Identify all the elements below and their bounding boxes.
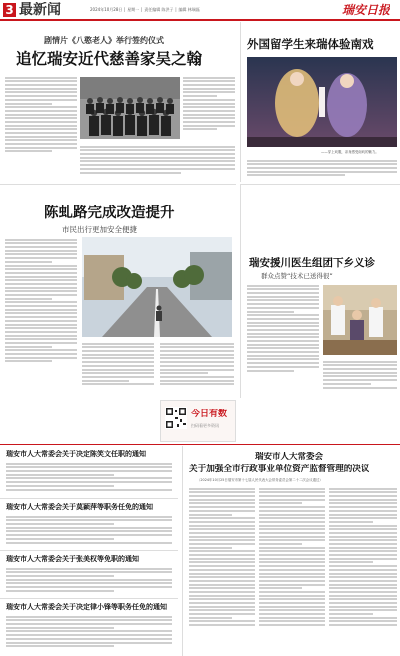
date-line: 2024年10月28日 │ 星期一 │ 责任编辑 陈洪子 │ 编辑 林瑞磊 — [90, 7, 200, 12]
notice-1 — [0, 446, 178, 498]
article-body — [247, 158, 397, 182]
notice-body — [6, 461, 172, 496]
notice-body — [6, 514, 172, 549]
article-body-right — [183, 75, 235, 141]
resolution-issuer: 瑞安市人大常委会 — [255, 452, 324, 462]
notice-4 — [0, 598, 178, 656]
notice-body — [6, 566, 172, 597]
opera-photo — [247, 57, 397, 147]
notice-title: 瑞安市人大常委会关于张美权等免职的通知 — [6, 555, 139, 563]
page-number-badge: 3 — [3, 3, 16, 17]
promo-label: 今日有数 — [191, 409, 228, 419]
article-body-lower-right — [160, 341, 234, 397]
street-photo — [82, 237, 232, 337]
article-kicker: 剧情片《八憨老人》举行签约仪式 — [44, 36, 164, 45]
masthead-rule — [0, 19, 400, 21]
article-headline: 陈虬路完成改造提升 — [44, 205, 175, 221]
article-wu-zhihan — [0, 22, 236, 182]
article-body-lower — [80, 144, 235, 180]
bottom-band-rule — [0, 444, 400, 445]
notice-title: 瑞安市人大常委会关于决定律小锋等职务任免的通知 — [6, 603, 167, 611]
article-body — [247, 283, 319, 395]
article-headline: 瑞安援川医生组团下乡义诊 — [249, 257, 375, 269]
article-body-right — [323, 359, 397, 395]
article-students-nanxi — [240, 22, 400, 182]
resolution-body-col1 — [189, 486, 255, 654]
resolution-note: （2024年10月25日瑞安市第十七届人民代表大会常务委员会第二十二次会议通过） — [197, 478, 323, 482]
notice-body — [6, 614, 172, 654]
article-headline: 追忆瑞安近代慈善家吴之翰 — [16, 50, 203, 68]
resolution-title: 关于加强全市行政事业单位资产监督管理的决议 — [189, 464, 370, 474]
notice-title: 瑞安市人大常委会关于莫颖萍等职务任免的通知 — [6, 503, 153, 511]
article-subhead: 群众点赞“技术已送得很” — [261, 272, 333, 280]
article-chenqiu-road — [0, 184, 236, 398]
qr-code-icon — [165, 407, 187, 429]
photo-caption: ——穿上戏服，亲身感受南戏的魅力。 — [321, 150, 379, 154]
article-body — [5, 237, 77, 397]
masthead-logo: 瑞安日报 — [342, 3, 391, 17]
clinic-photo — [323, 285, 397, 355]
article-subhead: 市民出行更加安全便捷 — [62, 225, 137, 234]
article-body-lower — [82, 341, 154, 397]
promo-box — [160, 400, 236, 442]
article-headline: 外国留学生来瑞体验南戏 — [247, 37, 374, 51]
notice-title: 瑞安市人大常委会关于决定陈笑文任职的通知 — [6, 450, 146, 458]
masthead — [0, 0, 400, 20]
resolution-body-col2 — [259, 486, 325, 654]
notices-column — [0, 446, 178, 656]
promo-sub: 扫码看更多资讯 — [191, 423, 219, 428]
article-body — [5, 75, 77, 181]
resolution-article — [182, 446, 400, 656]
section-name: 最新闻 — [19, 2, 61, 18]
notice-2 — [0, 498, 178, 550]
article-doctors-clinic — [240, 184, 400, 398]
group-photo — [80, 77, 180, 139]
notice-3 — [0, 550, 178, 598]
resolution-body-col3 — [329, 486, 397, 654]
